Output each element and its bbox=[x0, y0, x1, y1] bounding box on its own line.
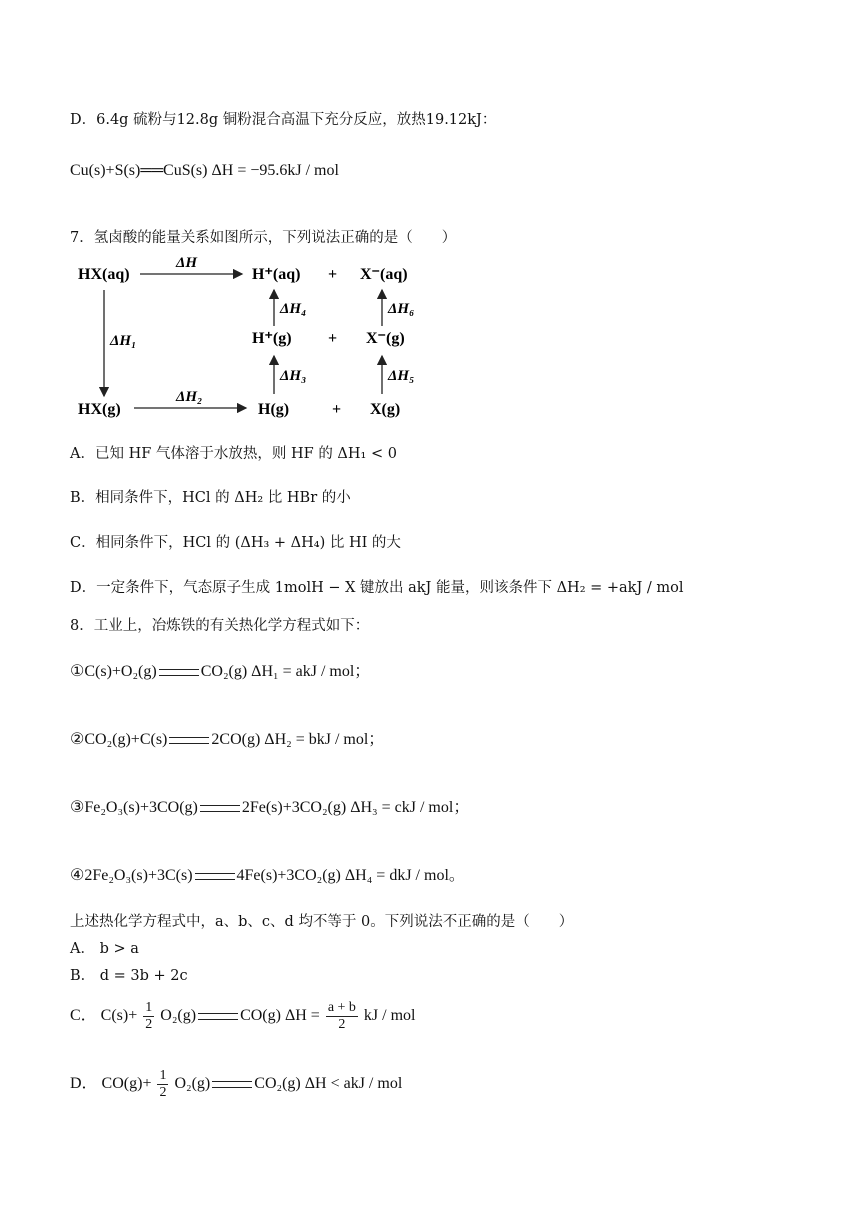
dh1-label: ΔH₁ bbox=[110, 333, 137, 349]
q8-equation-1: ①C(s)+O₂(g) CO₂(g) ΔH₁ = akJ / mol； bbox=[70, 663, 371, 680]
q8-equation-4: ④2Fe₂O₃(s)+3C(s) 4Fe(s)+3CO₂(g) ΔH₄ = dkJ / mol。 bbox=[70, 867, 465, 884]
dh2-label: ΔH₂ bbox=[176, 389, 203, 405]
half-fraction: $\frac{1}{2}$ bbox=[145, 1000, 153, 1032]
q7-option-c: C．相同条件下，HCl 的 (ΔH₃ + ΔH₄) 比 HI 的大 bbox=[70, 535, 401, 551]
q8-option-b: B． d = 3b + 2c bbox=[70, 968, 188, 984]
h-g-ion-label: H⁺(g) bbox=[252, 330, 292, 347]
q7-option-d: D．一定条件下，气态原子生成 1molH − X 键放出 akJ 能量，则该条件下 ΔH₂ = +akJ / mol bbox=[70, 580, 684, 596]
q6-option-d-equation: Cu(s)+S(s)══CuS(s) ΔH = −95.6kJ / mol bbox=[70, 162, 339, 179]
x-g-ion-label: X⁻(g) bbox=[366, 330, 405, 347]
half-fraction: $\frac{1}{2}$ bbox=[159, 1068, 167, 1100]
plus-3: + bbox=[332, 401, 342, 418]
x-g-label: X(g) bbox=[370, 401, 401, 418]
dh4-label: ΔH₄ bbox=[280, 301, 307, 317]
energy-cycle-diagram bbox=[70, 252, 430, 424]
q8-equation-2: ②CO₂(g)+C(s) 2CO(g) ΔH₂ = bkJ / mol； bbox=[70, 731, 385, 748]
q7-stem: 7．氢卤酸的能量关系如图所示，下列说法正确的是（ ） bbox=[70, 230, 457, 246]
plus-2: + bbox=[328, 330, 338, 347]
plus-1: + bbox=[328, 266, 338, 283]
dh3-label: ΔH₃ bbox=[280, 368, 307, 384]
h-g-label: H(g) bbox=[258, 401, 290, 418]
q7-option-a: A．已知 HF 气体溶于水放热，则 HF 的 ΔH₁ < 0 bbox=[70, 446, 397, 462]
q8-option-c: C． C(s)+ $\frac{1}{2}$ O₂(g) CO(g) ΔH = $\frac{a + b}{2}$ kJ / mol bbox=[70, 1000, 416, 1032]
hx-g-label: HX(g) bbox=[78, 401, 121, 418]
q8-question: 上述热化学方程式中，a、b、c、d 均不等于 0。下列说法不正确的是（ ） bbox=[70, 914, 574, 930]
ab-fraction: $\frac{a + b}{2}$ bbox=[327, 1000, 356, 1032]
hx-aq-label: HX(aq) bbox=[78, 266, 130, 283]
q8-equation-3: ③Fe₂O₃(s)+3CO(g) 2Fe(s)+3CO₂(g) ΔH₃ = ckJ / mol； bbox=[70, 799, 470, 816]
h-aq-label: H⁺(aq) bbox=[252, 266, 301, 283]
q7-option-b: B．相同条件下，HCl 的 ΔH₂ 比 HBr 的小 bbox=[70, 490, 351, 506]
x-aq-label: X⁻(aq) bbox=[360, 266, 408, 283]
q6-option-d-text: D．6.4g 硫粉与12.8g 铜粉混合高温下充分反应，放热19.12kJ： bbox=[70, 112, 497, 128]
dh5-label: ΔH₅ bbox=[388, 368, 415, 384]
q8-stem: 8．工业上，冶炼铁的有关热化学方程式如下： bbox=[70, 618, 370, 634]
dh-label: ΔH bbox=[176, 255, 198, 271]
dh6-label: ΔH₆ bbox=[388, 301, 415, 317]
q8-option-a: A． b > a bbox=[70, 941, 139, 957]
q8-option-d: D． CO(g)+ $\frac{1}{2}$ O₂(g) CO₂(g) ΔH < akJ / mol bbox=[70, 1068, 403, 1100]
